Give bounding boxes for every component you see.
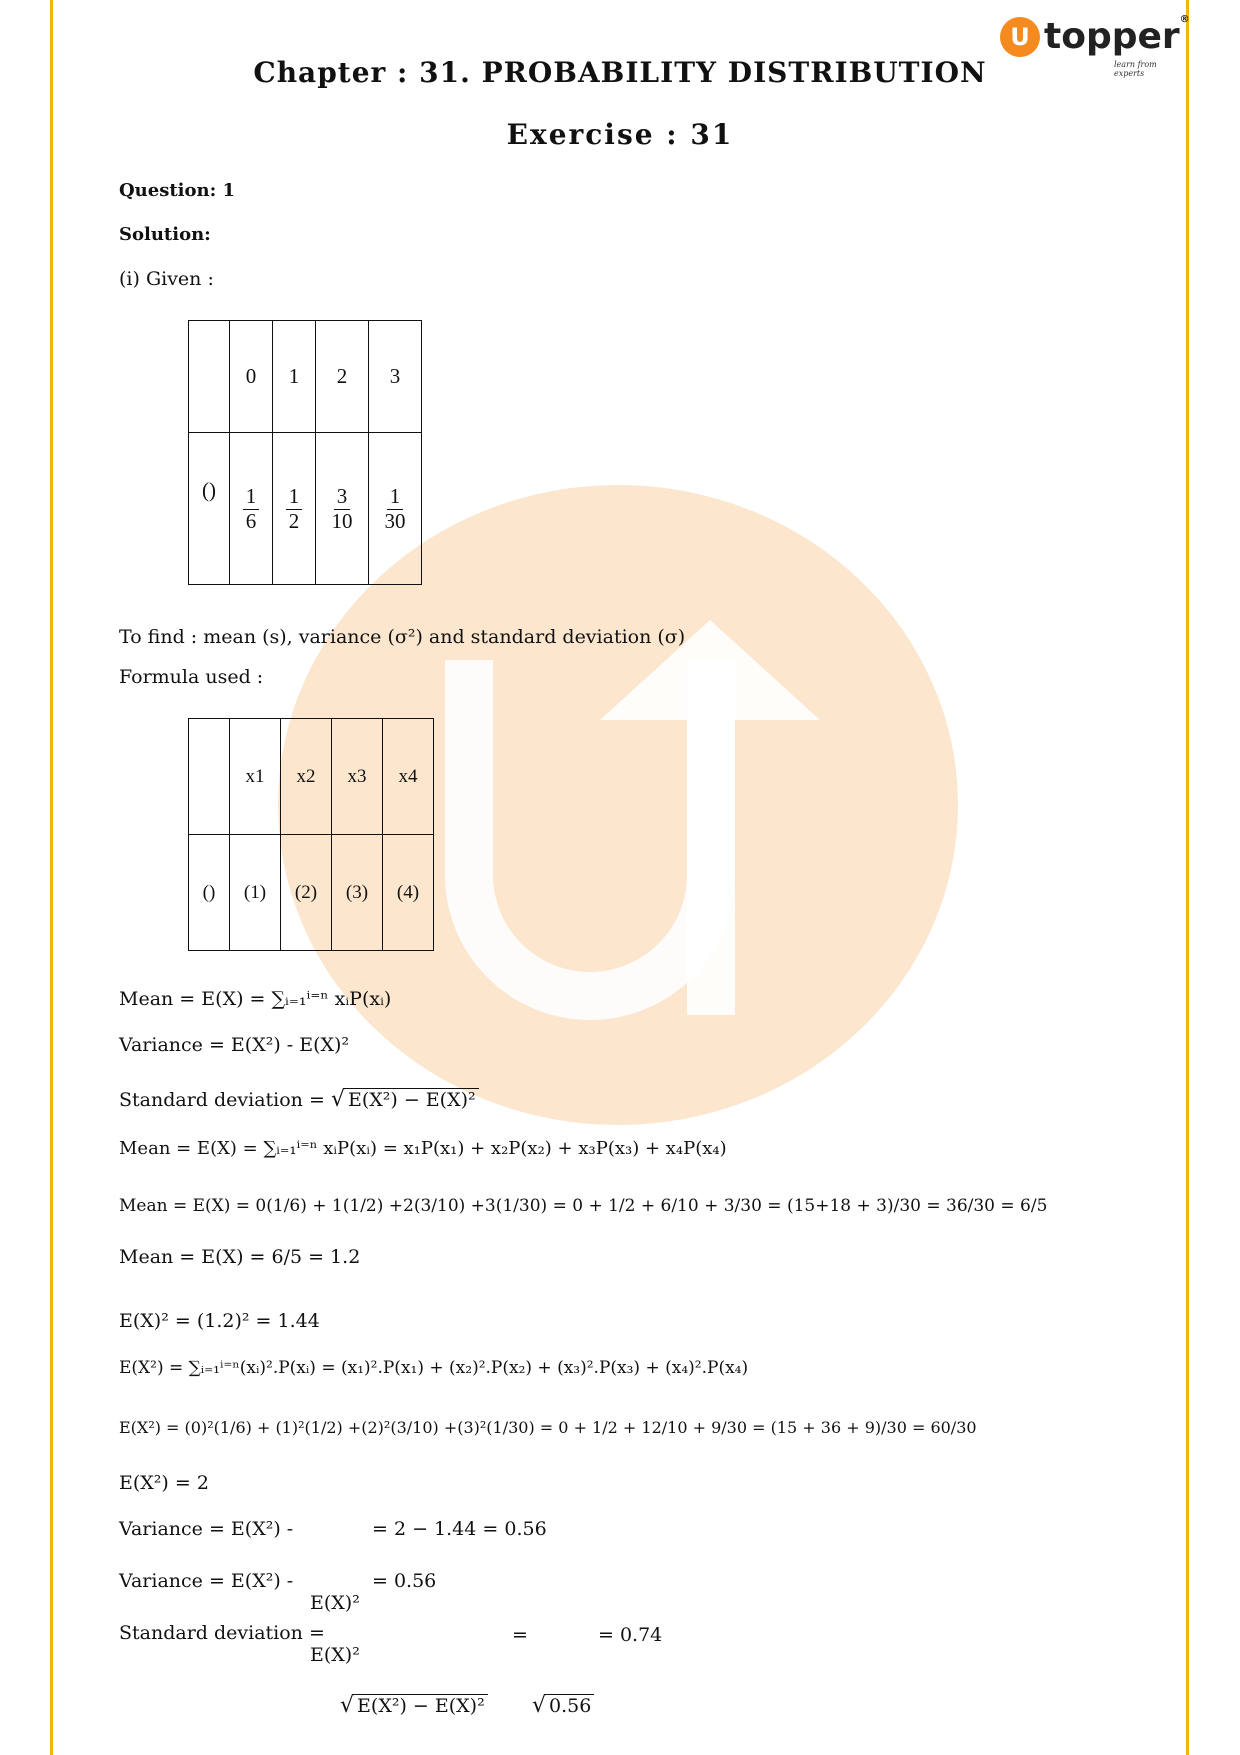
fraction [286, 485, 303, 532]
table-cell: 1 [273, 321, 316, 433]
chapter-title: Chapter : 31. PROBABILITY DISTRIBUTION [253, 56, 987, 89]
table-cell [189, 719, 230, 835]
mean-expansion: Mean = E(X) = ∑ᵢ₌₁ⁱ⁼ⁿ xᵢP(xᵢ) = x₁P(x₁) + x₂P(x₂) + x₃P(x₃) + x₄P(x₄) [119, 1138, 727, 1159]
fraction-numerator: 3 [334, 485, 351, 509]
sqrt-radicand: 0.56 [546, 1694, 594, 1717]
sd-sqrt-2 [532, 1694, 594, 1717]
table-row [189, 835, 434, 951]
formula-used-label: Formula used : [119, 666, 264, 688]
ex-squared: E(X)² = (1.2)² = 1.44 [119, 1310, 320, 1332]
sd-formula [119, 1088, 479, 1111]
sd-sqrt-expression [340, 1694, 488, 1717]
sqrt-radicand: E(X²) − E(X)² [345, 1088, 479, 1111]
variance-result-right: = 0.56 [372, 1570, 437, 1592]
sd-sqrt-1 [340, 1694, 488, 1717]
sd-result-left: Standard deviation = [119, 1622, 325, 1644]
mean-result: Mean = E(X) = 6/5 = 1.2 [119, 1246, 361, 1268]
ex2-result: E(X²) = 2 [119, 1472, 209, 1494]
table-cell: 0 [230, 321, 273, 433]
logo-badge-icon: U [1000, 17, 1040, 57]
table-cell: x1 [230, 719, 281, 835]
ex2-calculation: E(X²) = (0)²(1/6) + (1)²(1/2) +(2)²(3/10) +(3)²(1/30) = 0 + 1/2 + 12/10 + 9/30 = (15 + 36 + 9)/30 = 60/30 [119, 1418, 977, 1437]
fraction-denominator: 2 [288, 508, 300, 533]
table-cell: () [189, 835, 230, 951]
given-distribution-table [188, 320, 422, 585]
table-cell: 3 [369, 321, 422, 433]
table-cell-text: () [202, 478, 216, 502]
formula-distribution-table [188, 718, 434, 951]
table-cell [189, 433, 230, 585]
variance-result-sub: E(X)² [310, 1592, 360, 1614]
table-cell [230, 433, 273, 585]
table-cell [369, 433, 422, 585]
variance-calc-right: = 2 − 1.44 = 0.56 [372, 1518, 547, 1540]
solution-label: Solution: [119, 224, 211, 245]
table-cell: (1) [230, 835, 281, 951]
fraction-denominator: 30 [384, 508, 406, 533]
mean-formula: Mean = E(X) = ∑ᵢ₌₁ⁱ⁼ⁿ xᵢP(xᵢ) [119, 988, 392, 1010]
table-cell: 2 [316, 321, 369, 433]
fraction [385, 485, 406, 532]
exercise-title: Exercise : 31 [506, 118, 734, 151]
logo-registered-mark: ® [1179, 14, 1190, 25]
fraction-denominator: 10 [331, 508, 353, 533]
logo-text [1044, 14, 1190, 57]
variance-result-left: Variance = E(X²) - [119, 1570, 294, 1592]
fraction-denominator: 6 [245, 508, 257, 533]
sd-formula-sqrt [331, 1088, 479, 1111]
table-cell [273, 433, 316, 585]
table-row [189, 433, 422, 585]
table-cell: x3 [332, 719, 383, 835]
table-row [189, 321, 422, 433]
table-cell [316, 433, 369, 585]
mean-calculation: Mean = E(X) = 0(1/6) + 1(1/2) +2(3/10) +3(1/30) = 0 + 1/2 + 6/10 + 3/30 = (15+18 + 3)/30 = 36/30 = 6/5 [119, 1196, 1048, 1216]
table-cell [189, 321, 230, 433]
fraction-numerator: 1 [387, 485, 404, 509]
table-row [189, 719, 434, 835]
fraction-numerator: 1 [286, 485, 303, 509]
variance-formula: Variance = E(X²) - E(X)² [119, 1034, 350, 1056]
sd-result-right: = 0.74 [598, 1624, 663, 1646]
table-cell: (4) [383, 835, 434, 951]
question-label: Question: 1 [119, 180, 236, 201]
sd-sqrt-value [532, 1694, 594, 1717]
logo-tagline: learn from experts [1114, 60, 1157, 78]
ex2-formula: E(X²) = ∑ᵢ₌₁ⁱ⁼ⁿ(xᵢ)².P(xᵢ) = (x₁)².P(x₁) + (x₂)².P(x₂) + (x₃)².P(x₃) + (x₄)².P(x₄) [119, 1358, 749, 1378]
fraction-numerator: 1 [243, 485, 260, 509]
given-label: (i) Given : [119, 268, 214, 290]
sqrt-icon: √ [330, 1087, 345, 1112]
table-cell: (2) [281, 835, 332, 951]
table-cell: x2 [281, 719, 332, 835]
sqrt-icon: √ [340, 1693, 355, 1718]
variance-calc-left: Variance = E(X²) - [119, 1518, 294, 1540]
table-cell: (3) [332, 835, 383, 951]
sd-result-sub: E(X)² [310, 1644, 360, 1666]
sd-formula-label: Standard deviation = [119, 1089, 325, 1111]
table-cell: x4 [383, 719, 434, 835]
sd-result-eq: = [512, 1624, 528, 1646]
logo-wordmark: topper [1044, 16, 1180, 57]
fraction [332, 485, 353, 532]
sqrt-icon: √ [532, 1693, 547, 1718]
topper-logo [1000, 14, 1190, 78]
sqrt-radicand: E(X²) − E(X)² [354, 1694, 488, 1717]
to-find-text: To find : mean (s), variance (σ²) and standard deviation (σ) [119, 626, 686, 648]
fraction [243, 485, 260, 532]
